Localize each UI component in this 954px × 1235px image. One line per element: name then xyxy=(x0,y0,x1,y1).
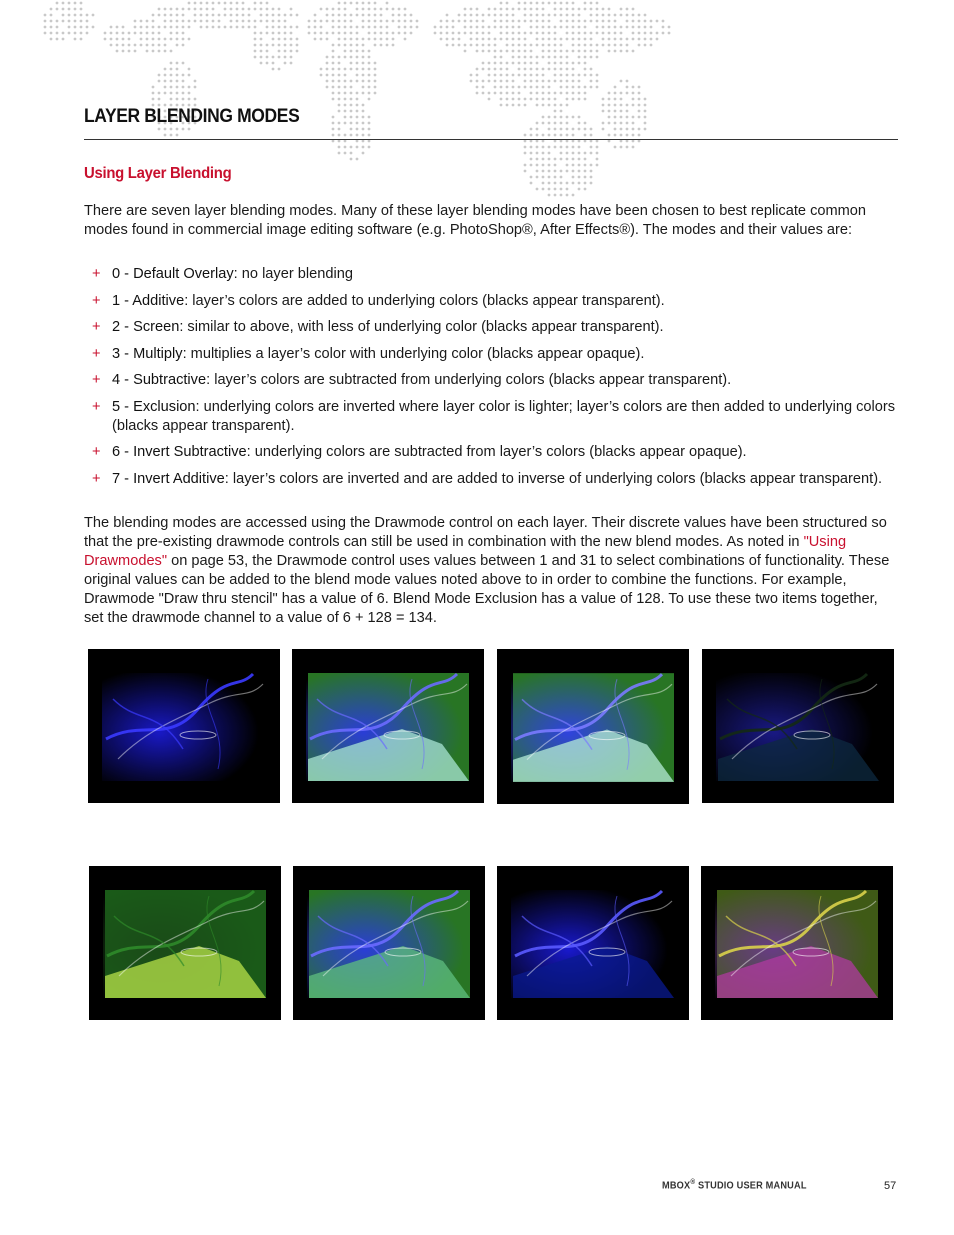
mode-description: : similar to above, with less of underlying color (blacks appear transparent). xyxy=(179,319,664,335)
plus-bullet-icon: + xyxy=(92,398,101,415)
registered-mark: ® xyxy=(690,1179,696,1186)
plus-bullet-icon: + xyxy=(92,266,101,282)
list-item xyxy=(84,345,898,364)
mode-description: : layer’s colors are subtracted from underlying colors (blacks appear transparent). xyxy=(206,372,732,388)
list-item xyxy=(84,398,898,436)
mode-name: 2 - Screen xyxy=(112,319,180,335)
mode-name: 3 - Multiply xyxy=(112,345,183,362)
title-divider xyxy=(84,139,898,140)
blend-example-8-render xyxy=(701,866,893,1020)
plus-bullet-icon: + xyxy=(92,444,101,460)
drawmode-paragraph xyxy=(84,514,898,628)
mode-name: 7 - Invert Additive xyxy=(112,470,225,487)
plus-bullet-icon: + xyxy=(92,292,101,309)
mode-name: 1 - Additive xyxy=(112,292,185,309)
mode-name: 6 - Invert Subtractive xyxy=(112,444,247,460)
blend-example-2-image xyxy=(292,649,484,803)
mode-description: : layer’s colors are inverted and are added to inverse of underlying colors (blacks appear transparent). xyxy=(224,470,883,487)
blend-example-5-image xyxy=(89,866,281,1020)
plus-bullet-icon: + xyxy=(92,345,101,362)
mode-description: : underlying colors are inverted where layer color is lighter; layer’s colors are then added to underlying colors (blacks appear transparent). xyxy=(112,398,896,434)
plus-bullet-icon: + xyxy=(92,470,101,487)
blend-example-4-image xyxy=(702,649,894,803)
blend-example-6-render xyxy=(293,866,485,1020)
mode-name: 5 - Exclusion xyxy=(112,398,196,415)
footer-brand: MBOX xyxy=(662,1180,691,1192)
blend-example-1-image xyxy=(88,649,280,803)
blend-example-7-render xyxy=(497,866,689,1020)
blend-mode-list xyxy=(84,265,898,496)
mode-description: : multiplies a layer’s color with underlying color (blacks appear opaque). xyxy=(182,345,645,362)
footer-manual-name: STUDIO USER MANUAL xyxy=(695,1180,807,1192)
blend-example-1-render xyxy=(88,649,280,803)
page-title: LAYER BLENDING MODES xyxy=(84,106,300,127)
plus-bullet-icon: + xyxy=(92,372,101,388)
paragraph-text-start: The blending modes are accessed using the Drawmode control on each layer. Their discrete values have been structured so that the pre-existing drawmode controls can still be used in combination with the new blend modes. As noted in xyxy=(84,515,887,550)
section-subtitle: Using Layer Blending xyxy=(84,165,232,182)
using-drawmodes-link[interactable]: "Using Drawmodes" xyxy=(84,534,847,569)
paragraph-text-end: on page 53, the Drawmode control uses values between 1 and 31 to select combinations of functionality. These original values can be added to the blend mode values noted above to in order to combine the functions. For example, Drawmode "Draw thru stencil" has a value of 6. Blend Mode Exclusion has a value of 128. To use these two items together, set the drawmode channel to a value of 6 + 128 = 134. xyxy=(84,553,890,626)
blend-example-4-render xyxy=(702,649,894,803)
list-item xyxy=(84,470,898,489)
footer-manual-title xyxy=(662,1179,807,1191)
list-item xyxy=(84,318,898,337)
list-item xyxy=(84,371,898,390)
mode-name: 4 - Subtractive xyxy=(112,372,207,388)
plus-bullet-icon: + xyxy=(92,319,101,335)
mode-description: : underlying colors are subtracted from layer’s colors (blacks appear opaque). xyxy=(246,444,747,460)
mode-name: 0 - Default Overlay xyxy=(112,266,234,282)
intro-paragraph: There are seven layer blending modes. Many of these layer blending modes have been chosen to best replicate common modes found in commercial image editing software (e.g. PhotoShop®, After Effects®). The modes and their values are: xyxy=(84,203,867,238)
blend-example-5-render xyxy=(89,866,281,1020)
mode-description: : no layer blending xyxy=(233,266,353,282)
blend-example-3-render xyxy=(497,649,689,804)
blend-example-6-image xyxy=(293,866,485,1020)
list-item xyxy=(84,292,898,311)
blend-example-7-image xyxy=(497,866,689,1020)
blend-example-2-render xyxy=(292,649,484,803)
page-number: 57 xyxy=(884,1180,897,1192)
mode-description: : layer’s colors are added to underlying colors (blacks appear transparent). xyxy=(184,292,665,309)
list-item xyxy=(84,443,898,462)
blend-example-8-image xyxy=(701,866,893,1020)
list-item xyxy=(84,265,898,284)
blend-example-3-image xyxy=(497,649,689,804)
